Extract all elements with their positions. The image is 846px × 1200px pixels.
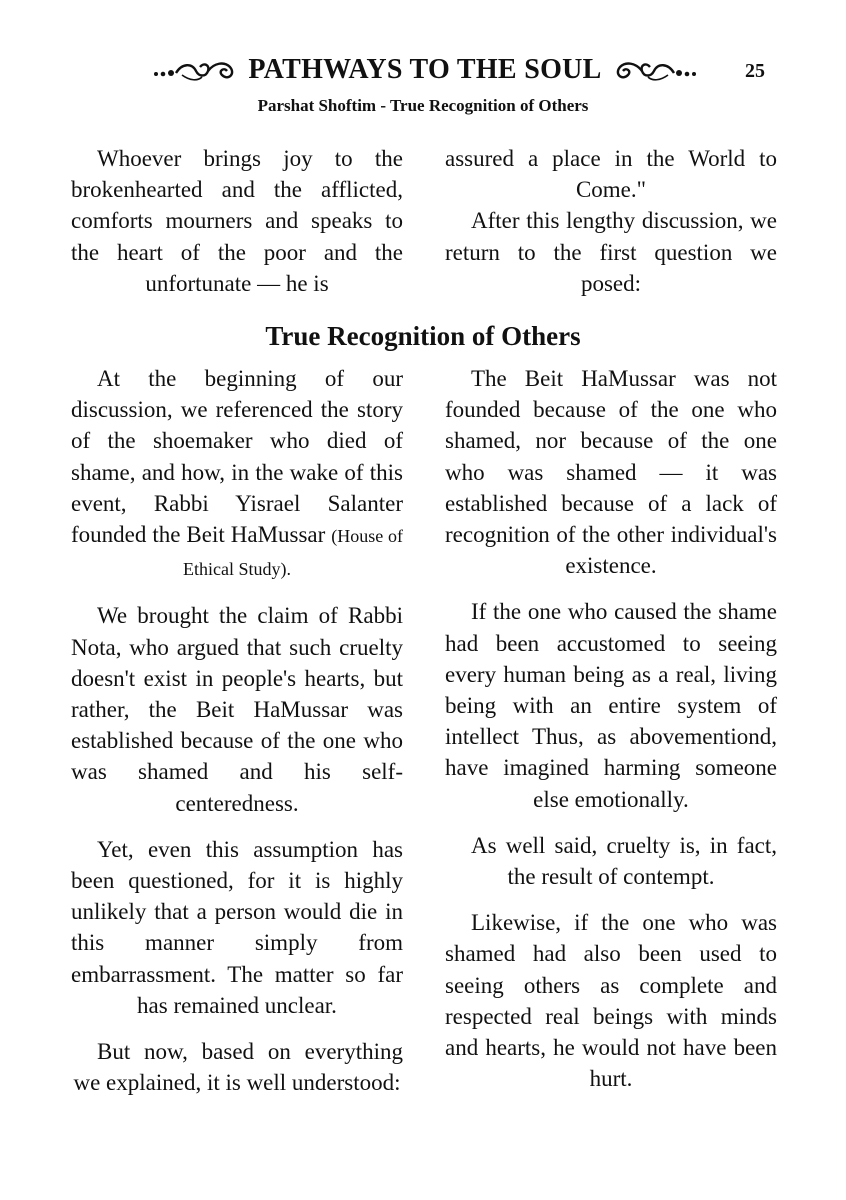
- section-left-paragraph-3: Yet, even this assumption has been questioned, for it is highly unlikely that a person would die in this manner simply from embarrassment. The matter so far has remained unclear.: [71, 836, 403, 1018]
- section-left-paragraph-2: We brought the claim of Rabbi Nota, who argued that such cruelty doesn't exist in people's hearts, but rather, the Beit HaMussar was established because of the one who was shamed and his self-centeredness.: [71, 603, 403, 816]
- section-right-column: [445, 363, 777, 1109]
- intro-left-paragraph: Whoever brings joy to the brokenhearted and the afflicted, comforts mourners and speaks to the heart of the poor and the unfortunate — he is: [71, 146, 403, 296]
- section-right-paragraph-4: Likewise, if the one who was shamed had also been used to seeing others as complete and respected real beings with minds and hearts, he would not have been hurt.: [445, 910, 777, 1092]
- running-head-title: PATHWAYS TO THE SOUL: [248, 54, 602, 85]
- chapter-subtitle: Parshat Shoftim - True Recognition of Others: [257, 96, 589, 115]
- paragraph-main-text: At the beginning of our discussion, we referenced the story of the shoemaker who died of shame, and how, in the wake of this event, Rabbi Yisrael Salanter founded the Beit HaMussar: [71, 366, 403, 548]
- section-heading: True Recognition of Others: [265, 321, 581, 351]
- section-right-paragraph-3: As well said, cruelty is, in fact, the result of contempt.: [471, 832, 777, 890]
- intro-right-column: [445, 143, 777, 314]
- running-head: [130, 50, 720, 90]
- paragraph-parenthetical: (House of Ethical Study).: [183, 526, 403, 580]
- intro-right-paragraph-continuation: assured a place in the World to Come.": [445, 146, 777, 203]
- intro-right-paragraph: After this lengthy discussion, we return to the first question we posed:: [445, 208, 777, 296]
- section-left-paragraph-4: But now, based on everything we explained, it is well understood:: [73, 1039, 403, 1096]
- page-number: 25: [745, 60, 765, 82]
- right-flourish-ornament: [610, 57, 698, 83]
- intro-left-column: [71, 143, 403, 314]
- section-left-column: [71, 363, 403, 1113]
- section-right-paragraph-2: If the one who caused the shame had been accustomed to seeing every human being as a real, living being with an entire system of intellect Thus, as abovementiond, have imagined harming someone else emotionally.: [445, 599, 777, 812]
- left-flourish-ornament: [152, 57, 240, 83]
- section-right-paragraph-1: The Beit HaMussar was not founded because of the one who shamed, nor because of the one who was shamed — it was established because of a lack of recognition of the other individual's existence.: [445, 366, 777, 579]
- section-left-paragraph-1: [71, 363, 403, 585]
